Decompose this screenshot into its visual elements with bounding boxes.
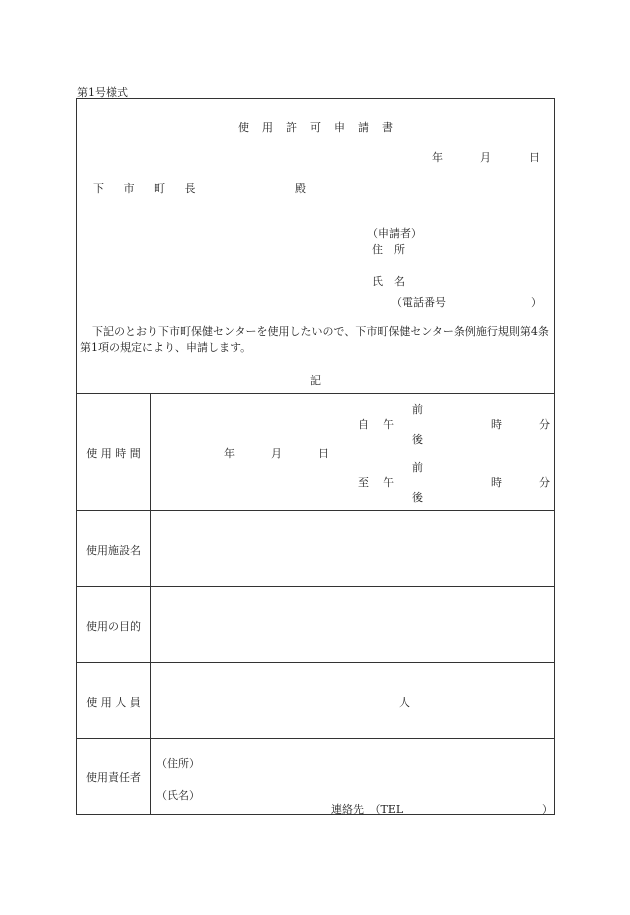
usage-time-label: 使 用 時 間	[86, 447, 141, 460]
to-am: 前	[412, 461, 423, 474]
row-divider	[76, 510, 555, 511]
applicant-phone-close: ）	[531, 296, 542, 309]
facility-label: 使用施設名	[86, 544, 141, 557]
manager-contact: 連絡先 （TEL	[331, 803, 404, 816]
people-label: 使 用 人 員	[86, 696, 141, 709]
time-year: 年	[224, 447, 235, 460]
applicant-name-label: 氏 名	[372, 275, 405, 288]
row-divider	[76, 586, 555, 587]
to-label: 至	[358, 476, 369, 489]
form-number: 第1号様式	[77, 86, 128, 99]
manager-contact-close: ）	[542, 803, 553, 816]
addressee-honorific: 殿	[295, 182, 306, 195]
manager-name: （氏名）	[156, 789, 200, 802]
table-top-line	[76, 393, 555, 394]
from-am: 前	[412, 403, 423, 416]
from-label: 自	[358, 418, 369, 431]
purpose-label: 使用の目的	[86, 620, 141, 633]
manager-address: （住所）	[156, 757, 200, 770]
manager-label: 使用責任者	[86, 771, 141, 784]
row-divider	[76, 738, 555, 739]
from-hour: 時	[491, 418, 502, 431]
to-minute: 分	[539, 476, 550, 489]
date-month: 月	[480, 151, 491, 164]
to-pm: 後	[412, 491, 423, 504]
date-day: 日	[529, 151, 540, 164]
row-divider	[76, 662, 555, 663]
to-noon: 午	[383, 476, 394, 489]
addressee-name: 下 市 町 長	[93, 182, 204, 195]
applicant-address-label: 住 所	[372, 243, 405, 256]
from-minute: 分	[539, 418, 550, 431]
label-column-divider	[150, 393, 151, 815]
time-day: 日	[318, 447, 329, 460]
applicant-heading: （申請者）	[367, 227, 422, 240]
application-statement: 下記のとおり下市町保健センターを使用したいので、下市町保健センター条例施行規則第4条第1項の規定により、申請します。	[80, 325, 549, 354]
time-month: 月	[271, 447, 282, 460]
applicant-phone-label: （電話番号	[391, 296, 446, 309]
to-hour: 時	[491, 476, 502, 489]
form-title: 使用許可申請書	[238, 121, 406, 134]
people-unit: 人	[399, 696, 410, 709]
from-pm: 後	[412, 433, 423, 446]
date-year: 年	[432, 151, 443, 164]
from-noon: 午	[383, 418, 394, 431]
ki-mark: 記	[310, 374, 321, 387]
